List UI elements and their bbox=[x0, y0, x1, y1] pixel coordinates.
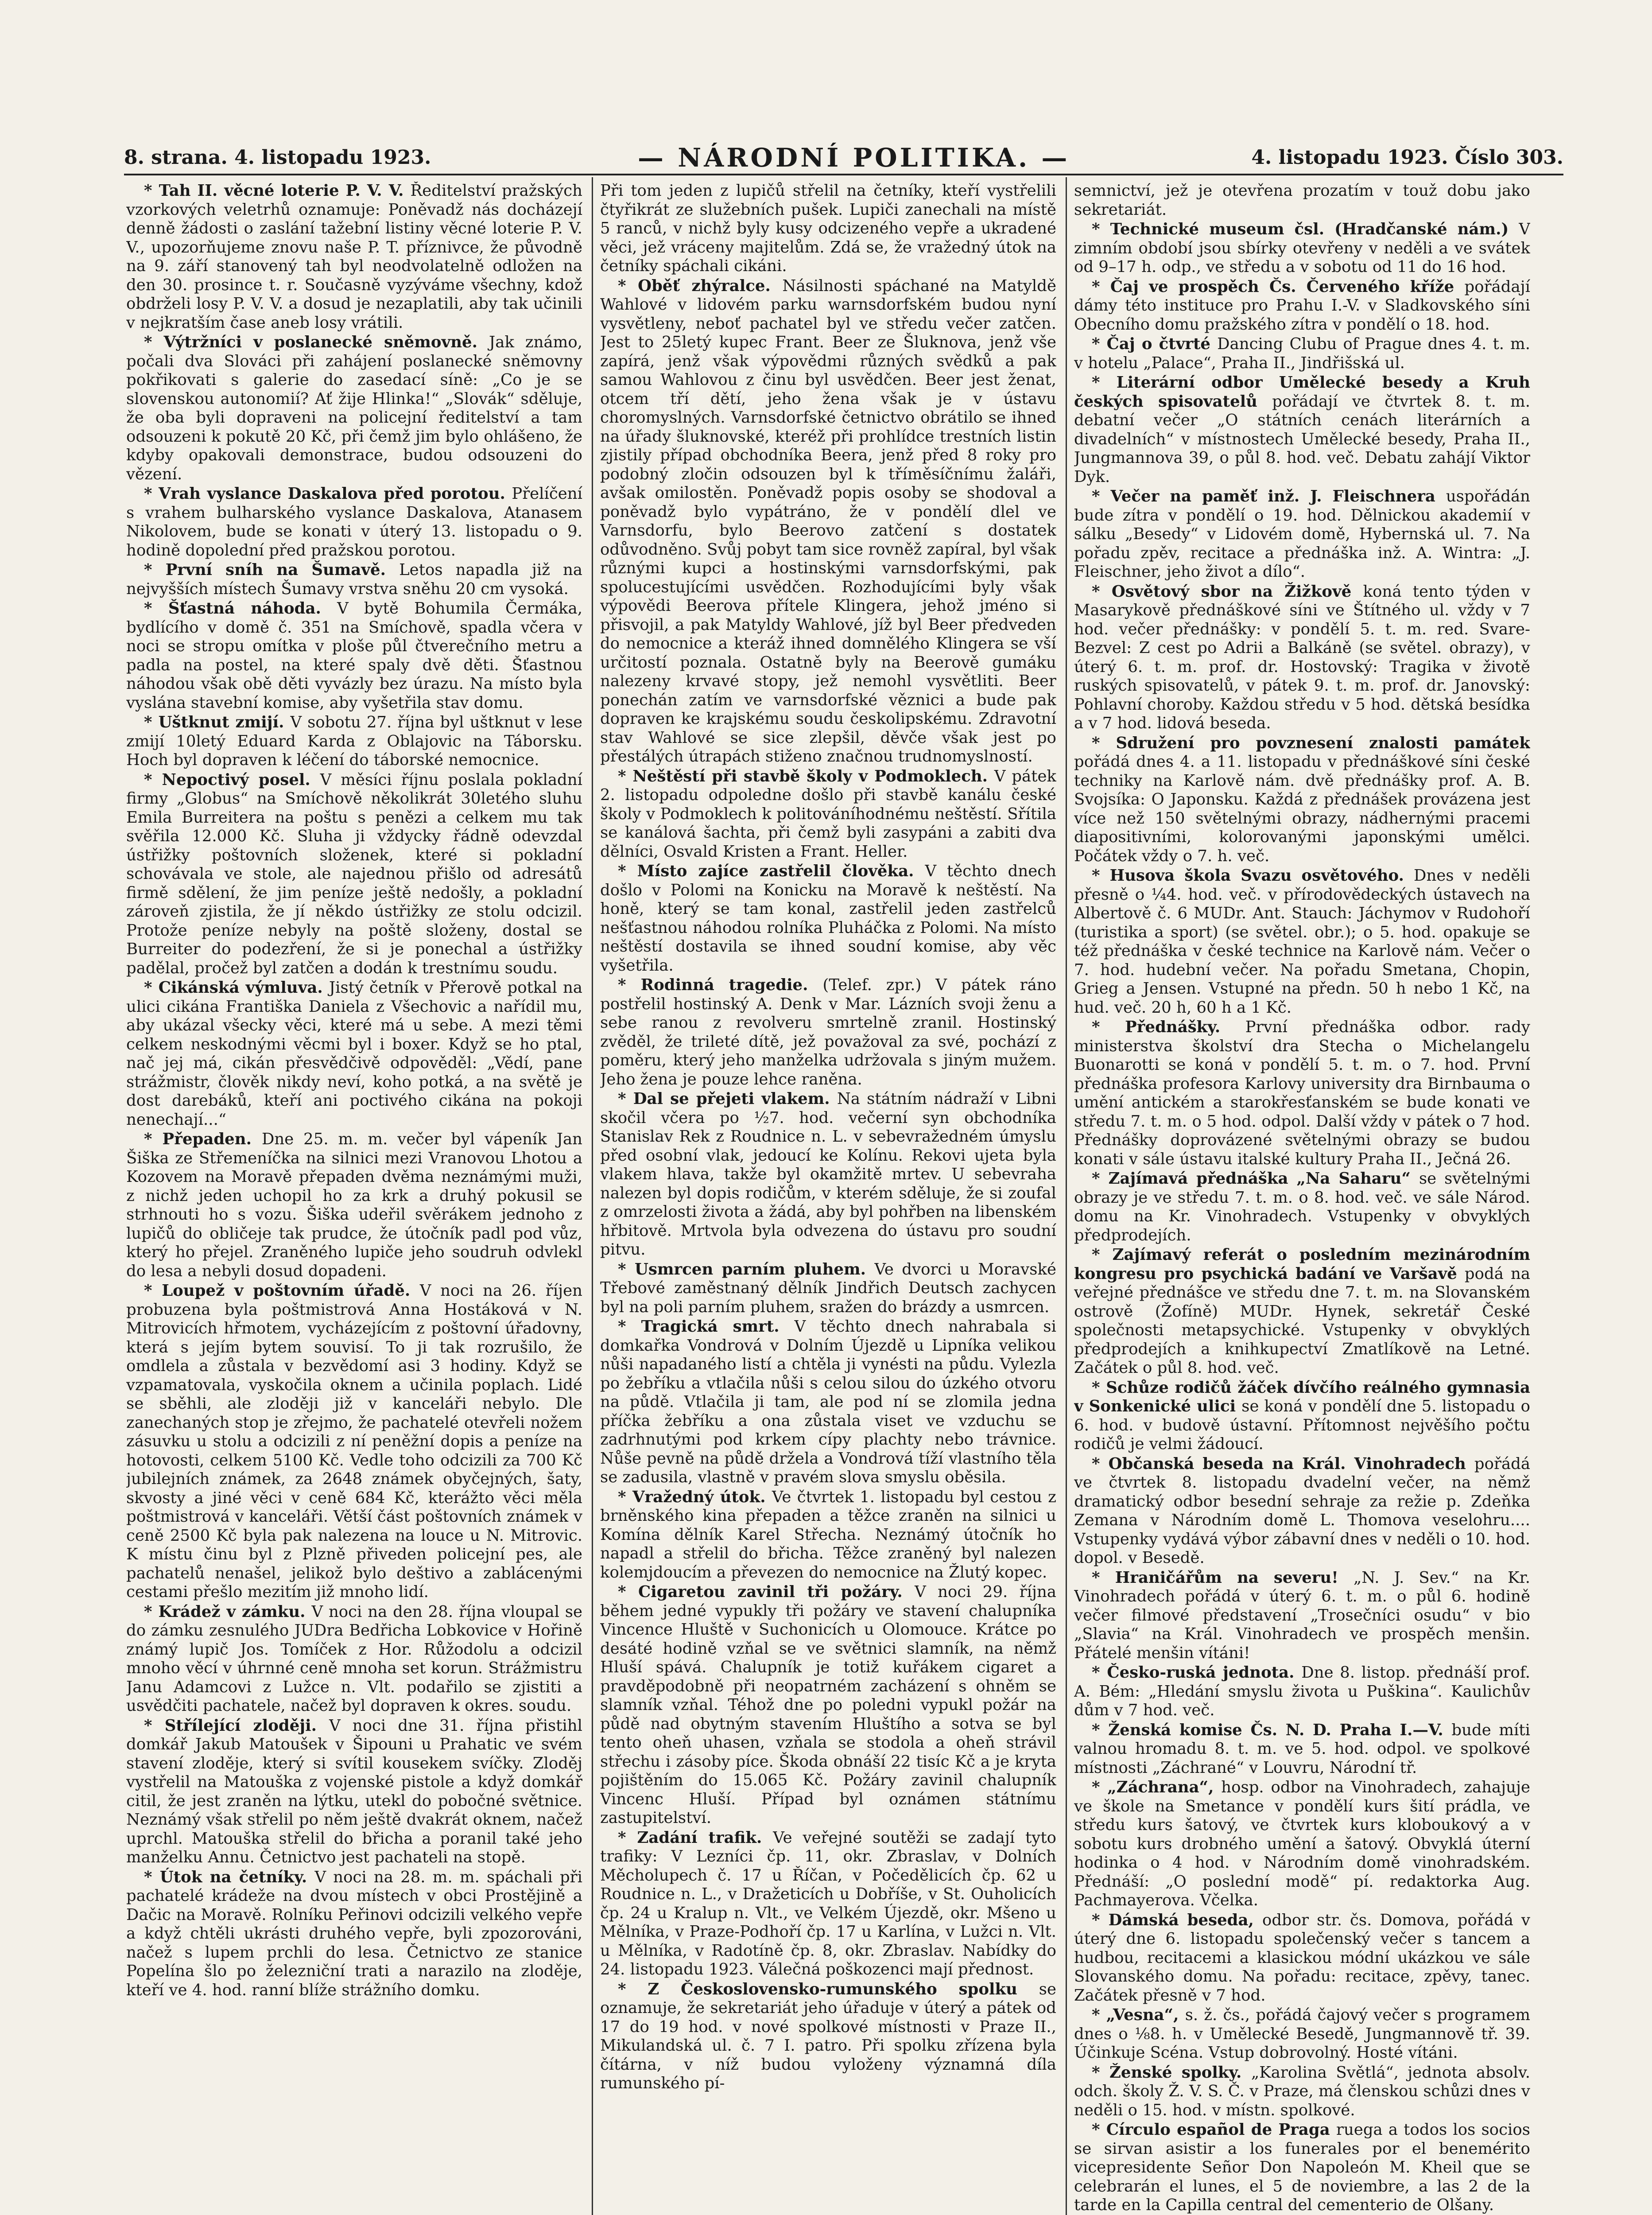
article-headline: * Oběť zhýralce. bbox=[618, 276, 783, 295]
article-body: Ve čtvrtek 1. listopadu byl cestou z brněnského kina přepaden a těžce zraněn na silnici u Komína dělník Karel Střecha. Neznámý útočník ho napadl a střelil do břicha. Těžce zraněný byl nalezen kolemjdoucím a převezen do nemocnice na Žlutý kopec. bbox=[600, 1488, 1056, 1582]
article-body: V noci na 28. m. m. spáchali při pachatelé krádeže na dvou místech v obci Prostějině a Dačic na Moravě. Rolníku Peřinovi odcizili velkého vepře a když chtěli ukrásti druhého vepře, byli zpozorováni, načež s lupem prchli do lesa. Četnictvo ze stanice Popelína šlo po železniční trati a narazilo na zloděje, kteří ve 4. hod. ranní blíže strážního domku. bbox=[126, 1868, 582, 1999]
article bbox=[1074, 1911, 1530, 2005]
article-body: Letos napadla již na nejvyšších místech Šumavy vrstva sněhu 20 cm vysoká. bbox=[126, 561, 582, 598]
article-body: V noci 29. října během jedné vypukly tři požáry ve stavení chalupníka Vincence Hluště v Suchonicích u Olomouce. Krátce po desáté hodině vzňal se ve světnici slamník, na němž Hluší spává. Chalupník je totiž kuřákem cigaret a pravděpodobně při neopatrném zacházení s ohněm se slamník vzňal. Téhož dne po poledni vypukl požár na půdě nad obytným stavením Hluštího a sotva se byl tento oheň uhasen, vzňala se stodola a oheň strávil střechu i zásoby píce. Škoda obnáší 22 tisíc Kč a je kryta pojištěním do 15.065 Kč. Požáry zavinil chalupník Vincenc Hluší. Případ byl oznámen státnímu zastupitelství. bbox=[600, 1583, 1056, 1827]
article-headline: * Čaj ve prospěch Čs. Červeného kříže bbox=[1092, 277, 1465, 296]
article-headline: * Dal se přejeti vlakem. bbox=[618, 1090, 837, 1108]
article-headline: * Večer na paměť inž. J. Fleischnera bbox=[1092, 487, 1446, 505]
article-headline: * Vrah vyslance Daskalova před porotou. bbox=[144, 485, 512, 503]
article-body: pořádají ve čtvrtek 8. t. m. debatní večer „O státních cenách literárních a divadelních“ v místnostech Umělecké besedy, Praha II., Jungmannova 39, o půl 8. hod. več. Debatu zahájí Viktor Dyk. bbox=[1074, 392, 1530, 486]
article-body: V noci dne 31. října přistihl domkář Jakub Matoušek v Šipouni u Prahatic ve svém stavení zloděje, který si svítil kousekem svíčky. Zloděj vystřelil na Matouška z vojenské pistole a když domkář citil, že jest zraněn na lýtku, utekl do pobočné světnice. Neznámý však střelil po něm ještě dvakrát oknem, načež uprchl. Matouška střelil do břicha a poranil také jeho manželku Annu. Četnictvo jest pachateli na stopě. bbox=[126, 1716, 582, 1866]
article-body: Přelíčení s vrahem bulharského vyslance Daskalova, Atanasem Nikolovem, bude se konati v úterý 13. listopadu o 9. hodině dopolední před pražskou porotou. bbox=[126, 485, 582, 560]
article-body: Násilnosti spáchané na Matyldě Wahlové v lidovém parku warnsdorfském budou nyní vysvětleny, neboť pachatel byl ve středu večer zatčen. Jest to 25letý kupec Frant. Beer ze Šluknova, jenž vše zapírá, jenž však výpovědmi různých svědků a pak samou Wahlovou z činu byl usvědčen. Beer jest ženat, otcem tří dětí, jeho žena však je v ústavu choromyslných. Varnsdorfské četnictvo obrátilo se ihned na úřady šluknovské, kteréž při prohlídce trestních listin zjistily případ obchodníka Beera, jenž před 8 roky pro podobný zločin odsouzen byl k tříměsíčnímu žaláři, avšak omilostěn. Poněvadž popis osoby se shodoval a poněvadž bylo vypátráno, že v pondělí dlel ve Varnsdorfu, bylo Beerovo zatčení s dostatek odůvodněno. Svůj pobyt tam sice rovněž zapíral, byl však různými kupci a hostinskými varnsdorfskými, pak spolucestujícími usvědčen. Rozhodujícími byly však výpovědi Beerova přítele Klingera, jehož jméno si přisvojil, a pak Matyldy Wahlové, jíž byl Beer předveden do nemocnice a kteráž ihned domnělého Klingera se vší určitostí poznala. Ostatně byly na Beerově gumáku nalezeny krvavé stopy, jež nemohl vysvětliti. Beer ponechán zatím ve varnsdorfské věznici a bude pak dopraven ke krajskému soudu českolipskému. Zdravotní stav Wahlové se sice zlepšil, děvče však jest po přestálých útrapách stiženo značnou trudnomyslností. bbox=[600, 276, 1056, 766]
article bbox=[1074, 335, 1530, 373]
article-headline: * Místo zajíce zastřelil člověka. bbox=[618, 862, 925, 880]
article-body: „N. J. Sev.“ na Kr. Vinohradech pořádá v úterý 6. t. m. o půl 6. hodině večer filmové představení „Trosečníci osudu“ v bio „Slavia“ na Král. Vinohradech ve prospěch menšin. Přátelé menšin vítáni! bbox=[1074, 1568, 1530, 1662]
article-body: V sobotu 27. října byl uštknut v lese zmijí 10letý Eduard Karda z Oblajovic na Táborsku. Hoch byl dopraven k léčení do táborské nemocnice. bbox=[126, 713, 582, 769]
article-body: „Karolina Světlá“, jednota absolv. odch. školy Ž. V. S. Č. v Praze, má členskou schůzi dnes v neděli o 15. hod. v místn. spolkové. bbox=[1074, 2063, 1530, 2119]
article bbox=[126, 333, 582, 484]
article bbox=[1074, 278, 1530, 334]
article-body: Na státním nádraží v Libni skočil včera po ½7. hod. večerní syn obchodníka Stanislav Rek z Roudnice n. L. v sebevražedném úmyslu před osobní vlak, jedoucí ke Kolínu. Rekovi ujeta byla vlakem hlava, takže byl okamžitě mrtev. U sebevraha nalezen byl dopis rodičům, v kterém sděluje, že si zoufal z omrzelosti života a žádá, aby byl pohřben na libenském hřbitově. Mrtvola byla odvezena do ústavu pro soudní pitvu. bbox=[600, 1090, 1056, 1259]
article bbox=[126, 1868, 582, 2000]
article-body: V noci na den 28. října vloupal se do zámku zesnulého JUDra Bedřicha Lobkovice v Hořině známý lupič Jos. Tomíček z Hor. Růžodolu a odcizil mnoho věcí v úhrnné ceně mnoha set korun. Strážmistru Janu Adamcovi z Lužce n. Vlt. podařilo se zjistiti a usvědčiti pachatele, načež byl dopraven k okres. soudu. bbox=[126, 1602, 582, 1715]
article bbox=[1074, 734, 1530, 866]
article bbox=[600, 277, 1056, 766]
article-headline: * Ženská komise Čs. N. D. Praha I.—V. bbox=[1092, 1721, 1452, 1739]
article bbox=[126, 1130, 582, 1281]
article-body: s. ž. čs., pořádá čajový večer s programem dnes o ⅛8. h. v Umělecké Besedě, Jungmannově tř. 39. Účinkuje Scéna. Vstup dobrovolný. Hosté vítáni. bbox=[1074, 2006, 1530, 2062]
article bbox=[600, 1583, 1056, 1828]
header-rule bbox=[124, 174, 1563, 175]
article-headline: * „Vesna“, bbox=[1092, 2006, 1185, 2024]
article bbox=[1074, 487, 1530, 582]
article bbox=[1074, 583, 1530, 733]
article-body: se oznamuje, že sekretariát jeho úřaduje v úterý a pátek od 17 do 19 hod. v nové spolkové místnosti v Praze II., Mikulandská ul. č. 7 I. patro. Při spolku zřízena byla čítárna, v níž budou vyloženy významná díla rumunského pí- bbox=[600, 1980, 1056, 2092]
article-body: semnictví, jež je otevřena prozatím v touž dobu jako sekretariát. bbox=[1074, 182, 1530, 219]
article-body: Dne 25. m. m. večer byl vápeník Jan Šiška ze Střemeníčka na silnici mezi Vranovou Lhotou a Kozovem na Moravě přepaden dvěma neznámými muži, z nichž jeden uchopil ho za krk a druhý pokusil se strhnouti ho s vozu. Šiška udeřil svěrákem jednoho z lupičů do obličeje tak prudce, že útočník padl pod vůz, který ho přejel. Zraněného lupiče jeho soudruh odvlekl do lesa a nebyli dosud dopadeni. bbox=[126, 1130, 582, 1280]
article-headline: * Přepaden. bbox=[144, 1130, 262, 1148]
article-headline: * Střílející zloději. bbox=[144, 1716, 330, 1735]
article-body: se světelnými obrazy je ve středu 7. t. m. o 8. hod. več. ve sále Národ. domu na Kr. Vinohradech. Vstupenky v obvyklých předprodejích. bbox=[1074, 1170, 1530, 1244]
column-1 bbox=[126, 182, 582, 2215]
article-body: V měsíci říjnu poslala pokladní firmy „Globus“ na Smíchově několikrát 30letého sluhu Emila Burreitera na poštu s penězi a celkem mu tak svěřila 12.000 Kč. Sluha ji vždycky řádně odevzdal ústřižky poštovních složenek, které si pokladní schovávala ve stole, ale najednou přišlo od adresátů firmě sdělení, že jim peníze ještě nedošly, a pokladní zároveň zjistila, že jí někdo ústřižky ze stolu odcizil. Protože peníze nebyly na poště složeny, dostal se Burreiter do podezření, že si je ponechal a ústřižky padělal, pročež byl zatčen a dodán k trestnímu soudu. bbox=[126, 770, 582, 977]
article-body: V bytě Bohumila Čermáka, bydlícího v domě č. 351 na Smíchově, spadla včera v noci se stropu omítka v ploše půl čtverečního metru a padla na postel, na které spaly dvě děti. Šťastnou náhodou však obě děti vyvázly bez úrazu. Na místo byla vyslána stavební komise, aby vyšetřila stav domu. bbox=[126, 599, 582, 712]
article bbox=[600, 1488, 1056, 1582]
article-body: V těchto dnech došlo v Polomi na Konicku na Moravě k neštěstí. Na honě, který se tam konal, zastřelil jeden zastřelců nešťastnou náhodou rolníka Pluháčka z Polomi. Na místo neštěstí dostavila se ihned soudní komise, aby věc vyšetřila. bbox=[600, 862, 1056, 975]
page-header bbox=[124, 143, 1563, 177]
article bbox=[126, 713, 582, 770]
article-body: ruega a todos los socios se sirvan asistir a los funerales por el benemérito vicepresidente Señor Don Napoleón M. Kheil que se celebrarán el lunes, el 5 de noviembre, a las 2 de la tarde en la Capilla central del cementerio de Olšany. bbox=[1074, 2121, 1530, 2214]
newspaper-title: — NÁRODNÍ POLITIKA. — bbox=[638, 143, 1070, 173]
article-headline: * Výtržníci v poslanecké sněmovně. bbox=[144, 333, 489, 351]
article-headline: * Loupež v poštovním úřadě. bbox=[144, 1282, 420, 1300]
article-body: bude míti valnou hromadu 8. t. m. ve 5. hod. odpol. ve spolkové místnosti „Záchrané“ v Louvru, Národní tř. bbox=[1074, 1721, 1530, 1777]
article bbox=[600, 182, 1056, 276]
article bbox=[1074, 1663, 1530, 1720]
article bbox=[1074, 373, 1530, 486]
column-2 bbox=[600, 182, 1056, 2215]
article-headline: * Ženské spolky. bbox=[1092, 2063, 1251, 2082]
article bbox=[126, 771, 582, 978]
article-body: Při tom jeden z lupičů střelil na četníky, kteří vystřelili čtyřikrát ze služebních pušek. Lupiči zanechali na místě 5 ranců, v nichž byly kusy odcizeného vepře a ukradené věci, jež vráceny majitelům. Zdá se, že vražedný útok na četníky spáchali cikáni. bbox=[600, 182, 1056, 275]
article bbox=[600, 862, 1056, 975]
column-3 bbox=[1074, 182, 1530, 2215]
article bbox=[1074, 2121, 1530, 2215]
article-headline: * Rodinná tragedie. bbox=[618, 976, 823, 994]
article-headline: * Sdružení pro povznesení znalosti památek bbox=[1092, 734, 1530, 752]
article-body: Dancing Clubu of Prague dnes 4. t. m. v hotelu „Palace“, Praha II., Jindřišská ul. bbox=[1074, 335, 1530, 372]
article-headline: * Schůze rodičů žáček dívčího reálného gymnasia v Sonkenické ulici bbox=[1074, 1378, 1530, 1415]
article-body: V těchto dnech nahrabala si domkařka Vondrová v Dolním Újezdě u Lipníka velikou nůši napadaného listí a chtěla ji vynésti na půdu. Vylezla po žebříku a vtlačila nůši s celou silou do úzkého otvoru na půdě. Vtlačila ji tam, ale pod ní se zlomila jedna příčka žebříku a ona zůstala viset ve vzduchu se zadrhnutými pod krkem cípy plachty nebo trávnice. Nůše pevně na půdě držela a Vondrová tíží vlastního těla se zadusila, vlastně v pravém slova smyslu oběsila. bbox=[600, 1317, 1056, 1486]
column-divider bbox=[1066, 177, 1067, 2215]
article bbox=[600, 767, 1056, 862]
article-headline: * Technické museum čsl. (Hradčanské nám.) bbox=[1092, 220, 1519, 238]
article bbox=[600, 976, 1056, 1089]
article-body: pořádá dnes 4. a 11. listopadu v přednáškové síni české techniky na Karlově nám. dvě přednášky prof. A. B. Svojsíka: O Japonsku. Každá z přednášek provázena jest více než 150 světelnými obrazy, nádhernými pracemi diapositivními, kolorovanými japonskými umělci. Počátek vždy o 7. h. več. bbox=[1074, 753, 1530, 865]
article-headline: * Útok na četníky. bbox=[144, 1868, 315, 1886]
article bbox=[126, 1603, 582, 1716]
article-headline: * Cigaretou zavinil tři požáry. bbox=[618, 1583, 915, 1601]
article-headline: * Osvětový sbor na Žižkově bbox=[1092, 582, 1363, 601]
article bbox=[126, 1282, 582, 1602]
article-headline: * Tragická smrt. bbox=[618, 1317, 795, 1336]
article-body: Ve veřejné soutěži se zadají tyto trafiky: V Lezníci čp. 11, okr. Zbraslav, v Dolních Měcholupech č. 17 u Říčan, v Počedělicích čp. 62 u Roudnice n. L., v Dražeticích u Dobříše, v St. Ouholicích čp. 24 u Kralup n. Vlt., ve Velkém Újezdě, okr. Mšeno u Mělníka, v Praze-Podhoří čp. 17 u Karlína, v Lužci n. Vlt. u Mělníka, v Radotíně čp. 8, okr. Zbraslav. Nabídky do 24. listopadu 1923. Válečná poškozenci mají přednost. bbox=[600, 1828, 1056, 1978]
article-body: Dne 8. listop. přednáší prof. A. Bém: „Hledání smyslu života u Puškina“. Kaulichův dům v 7 hod. več. bbox=[1074, 1663, 1530, 1719]
article bbox=[126, 979, 582, 1129]
article-body: V zimním období jsou sbírky otevřeny v neděli a ve svátek od 9–17 h. odp., ve středu a v sobotu od 11 do 16 hod. bbox=[1074, 220, 1530, 276]
article-headline: * Zajímavá přednáška „Na Saharu“ bbox=[1092, 1170, 1419, 1188]
article bbox=[1074, 867, 1530, 1017]
article bbox=[1074, 2063, 1530, 2120]
article-body: podá na veřejné přednášce ve středu dne 7. t. m. na Slovanském ostrově (Žofíně) MUDr. Hynek, sekretář České společnosti metapsychické. Vstupenky v obvyklých předprodejích a knihkupectví Zmatlíkově na Letné. Začátek o půl 8. hod. več. bbox=[1074, 1264, 1530, 1377]
article bbox=[600, 1829, 1056, 1979]
article-headline: * Přednášky. bbox=[1092, 1018, 1245, 1036]
article bbox=[1074, 1379, 1530, 1454]
article-body: hosp. odbor na Vinohradech, zahajuje ve škole na Smetance v pondělí kurs šití prádla, ve středu kurs šatový, ve čtvrtek kurs kloboukový a v sobotu kurs drobného umění a šatový. Obvyklá úterní hodinka o 4 hod. v Národním domě vinohradském. Přednáší: „O poslední modě“ pí. redaktorka Aug. Pachmayerova. Včelka. bbox=[1074, 1778, 1530, 1909]
article-body: První přednáška odbor. rady ministerstva školství dra Stecha o Michelangelu Buonarotti se koná v pondělí 5. t. m. o 7. hod. První přednáška profesora Karlovy university dra Birnbauma o umění antickém a starokřesťanském se bude konati ve středu 7. t. m. o 5 hod. odpol. Další vždy v pátek o 7 hod. Přednášky doprovázené světelnými obrazy se budou konati v sále ústavu italské kultury Praha II., Ječná 26. bbox=[1074, 1018, 1530, 1168]
article-body: pořádají dámy této instituce pro Prahu I.-V. v Sladkovského síni Obecního domu pražského zítra v pondělí o 18. hod. bbox=[1074, 277, 1530, 334]
article-headline: * Tah II. věcné loterie P. V. V. bbox=[144, 182, 411, 200]
article bbox=[1074, 1778, 1530, 1910]
article-headline: * Čaj o čtvrté bbox=[1092, 335, 1218, 353]
article bbox=[126, 599, 582, 712]
article-body: Jak známo, počali dva Slováci při zahájení poslanecké sněmovny pokřikovati s galerie do zasedací síně: „Co je se slovenskou autonomií? Ať žije Hlinka!“ „Slovák“ sděluje, že oba byli dopraveni na policejní ředitelství a tam odsouzeni k pokutě 20 Kč, při čemž jim bylo ohlášeno, že kdyby opakovali demonstrace, budou odsouzeni do vězení. bbox=[126, 333, 582, 483]
article bbox=[1074, 1455, 1530, 1568]
article-body: pořádá ve čtvrtek 8. listopadu dvadelní večer, na němž dramatický odbor besední sehraje za režie p. Zdeňka Zemana v Národním domě L. Thomova veselohru.... Vstupenky vydává výbor zábavní dnes v neděli o 10. hod. dopol. v Besedě. bbox=[1074, 1454, 1530, 1567]
article-headline: * Círculo español de Praga bbox=[1092, 2121, 1336, 2139]
article-body: (Telef. zpr.) V pátek ráno postřelil hostinský A. Denk v Mar. Lázních svoji ženu a sebe ranou z revolveru smrtelně zranil. Hostinský zvěděl, že trileté dítě, jež považoval za své, pochází z poměru, který jeho manželka udržovala s jiným mužem. Jeho žena je pouze lehce raněna. bbox=[600, 976, 1056, 1088]
article-headline: * Občanská beseda na Král. Vinohradech bbox=[1092, 1454, 1474, 1473]
article-headline: * Zadání trafik. bbox=[618, 1828, 773, 1847]
article-body: Dnes v neděli přesně o ¼4. hod. več. v přírodovědeckých ústavech na Albertově č. 6 MUDr. Ant. Stauch: Jáchymov v Rudohoří (turistika a sport) (se světel. obr.); o 5. hod. opakuje se též přednáška v české technice na Karlově nám. Večer o 7. hod. hudební večer. Na pořadu Smetana, Chopin, Grieg a Jensen. Vstupné na předn. 50 h nebo 1 Kč, na hud. več. 20 h, 60 h a 1 Kč. bbox=[1074, 867, 1530, 1017]
article-body: odbor str. čs. Domova, pořádá v úterý dne 6. listopadu společenský večer s tancem a hudbou, recitacemi a klasickou módní ukázkou ve sále Slovanského domu. Na pořadu: recitace, zpěvy, tanec. Začátek přesně v 7 hod. bbox=[1074, 1911, 1530, 2005]
article-body: Ve dvorci u Moravské Třebové zaměstnaný dělník Jindřich Deutsch zachycen byl na poli parním pluhem, sražen do brázdy a usmrcen. bbox=[600, 1260, 1056, 1316]
article-headline: * Krádež v zámku. bbox=[144, 1602, 312, 1621]
article-body: Ředitelství pražských vzorkových veletrhů oznamuje: Poněvadž nás docházejí denně žádosti o zaslání tažební listiny věcné loterie P. V. V., upozorňujeme znovu naše P. T. příznivce, že původně na 9. září stanovený tah byl neodvolatelně odložen na den 30. prosince t. r. Současně vyzýváme všechny, kdož obdrželi losy P. V. V. a dosud je nezaplatili, aby tak učinili v nejkratším čase aneb losy vrátili. bbox=[126, 182, 582, 332]
article bbox=[600, 1980, 1056, 2093]
article bbox=[600, 1317, 1056, 1487]
article-headline: * Cikánská výmluva. bbox=[144, 979, 329, 997]
article bbox=[600, 1260, 1056, 1317]
column-divider bbox=[592, 177, 593, 2215]
article-headline: * Neštěstí při stavbě školy v Podmoklech. bbox=[618, 767, 994, 785]
article bbox=[1074, 2006, 1530, 2063]
article-body: Jistý četník v Přerově potkal na ulici cikána Františka Daniela z Všechovic a nařídil mu, aby ukázal všecky věci, které má u sebe. A mezi těmi celkem neskodnými věcmi byl i boxer. Když se ho ptal, nač jej má, cikán přesvědčivě odpověděl: „Vědí, pane strážmistr, člověk nikdy neví, koho potká, a na světě je dost darebáků, kteří ani poctivého cikána na pokoji nenechají...“ bbox=[126, 979, 582, 1129]
article-headline: * Česko-ruská jednota. bbox=[1092, 1663, 1302, 1682]
article-headline: * První sníh na Šumavě. bbox=[144, 561, 399, 579]
article-headline: * Uštknut zmijí. bbox=[144, 713, 291, 731]
article bbox=[126, 561, 582, 598]
article-body: uspořádán bude zítra v pondělí o 19. hod. Dělnickou akademií v sálku „Besedy“ v Lidovém domě, Hybernská ul. 7. Na pořadu zpěv, recitace a přednáška inž. A. Wintra: „J. Fleischner, jeho život a dílo“. bbox=[1074, 487, 1530, 581]
article bbox=[1074, 1018, 1530, 1169]
article bbox=[600, 1090, 1056, 1259]
article-headline: * Husova škola Svazu osvětového. bbox=[1092, 867, 1414, 885]
issue-date-number: 4. listopadu 1923. Číslo 303. bbox=[1251, 146, 1563, 169]
article-headline: * Zajímavý referát o posledním mezinárodním kongresu pro psychická badání ve Varšavě bbox=[1074, 1246, 1530, 1283]
article-headline: * Dámská beseda, bbox=[1092, 1911, 1262, 1929]
article bbox=[126, 485, 582, 560]
article-headline: * Usmrcen parním pluhem. bbox=[618, 1260, 875, 1278]
article-body: koná tento týden v Masarykově přednáškové síni ve Štítného ul. vždy v 7 hod. večer přednášky: v pondělí 5. t. m. red. Svare-Bezvel: Z cest po Adrii a Balkáně (se světel. obrazy), v úterý 6. t. m. prof. dr. Hostovský: Tragika v životě ruských spisovatelů, v pátek 9. t. m. prof. dr. Janovský: Pohlavní choroby. Každou středu v 5 hod. dětská besídka a v 7 hod. lidová beseda. bbox=[1074, 582, 1530, 732]
article bbox=[1074, 220, 1530, 277]
article bbox=[126, 1717, 582, 1867]
article bbox=[1074, 1721, 1530, 1778]
article-body: se koná v pondělí dne 5. listopadu o 6. hod. v budově ústavní. Přítomnost nejvěšího počtu rodičů je velmi žádoucí. bbox=[1074, 1397, 1530, 1453]
article-headline: * Šťastná náhoda. bbox=[144, 599, 337, 618]
article-headline: * Nepoctivý posel. bbox=[144, 770, 320, 789]
article bbox=[1074, 1246, 1530, 1378]
article bbox=[1074, 1569, 1530, 1663]
page-number-date: 8. strana. 4. listopadu 1923. bbox=[124, 146, 431, 169]
article bbox=[1074, 1170, 1530, 1245]
article-headline: * „Záchrana“, bbox=[1092, 1778, 1222, 1796]
article-headline: * Literární odbor Umělecké besedy a Kruh českých spisovatelů bbox=[1074, 373, 1530, 411]
article bbox=[1074, 182, 1530, 219]
article-headline: * Z Československo-rumunského spolku bbox=[618, 1980, 1039, 1998]
article bbox=[126, 182, 582, 332]
article-headline: * Hraničářům na severu! bbox=[1092, 1568, 1354, 1587]
article-headline: * Vražedný útok. bbox=[618, 1488, 772, 1506]
article-body: V noci na 26. říjen probuzena byla poštmistrová Anna Hostáková v N. Mitrovicích hřmotem, vycházejícím z poštovní úřadovny, která s jejím bytem souvisí. To ji tak rozrušilo, že omdlela a zůstala v bezvědomí asi 3 hodiny. Když se vzpamatovala, vyskočila oknem a učinila poplach. Lidé se sběhli, ale zloději již v kanceláři nebylo. Dle zanechaných stop je zřejmo, že pachatelé otevřeli nožem zásuvku u stolu a odcizili z ní peněžní dopis a peníze na hotovosti, celkem 5100 Kč. Vedle toho odcizili za 700 Kč jubilejních známek, za 2648 známek obyčejných, šaty, skvosty a jiné věci v ceně 684 Kč, kterážto věci měla poštmistrová v kanceláři. Větší část poštovních známek v ceně 2500 Kč byla pak nalezena na louce u N. Mitrovic. K místu činu byl z Plzně přiveden policejní pes, ale pachatelů nenašel, jelikož bylo deštivo a zablácenými cestami přešlo mezitím již mnoho lidí. bbox=[126, 1282, 582, 1601]
article-body: V pátek 2. listopadu odpoledne došlo při stavbě kanálu české školy v Podmoklech k politováníhodnému neštěstí. Sřítila se kanálová šachta, při čemž byli zasypáni a zabiti dva dělníci, Osvald Kristen a Frant. Heller. bbox=[600, 767, 1056, 861]
